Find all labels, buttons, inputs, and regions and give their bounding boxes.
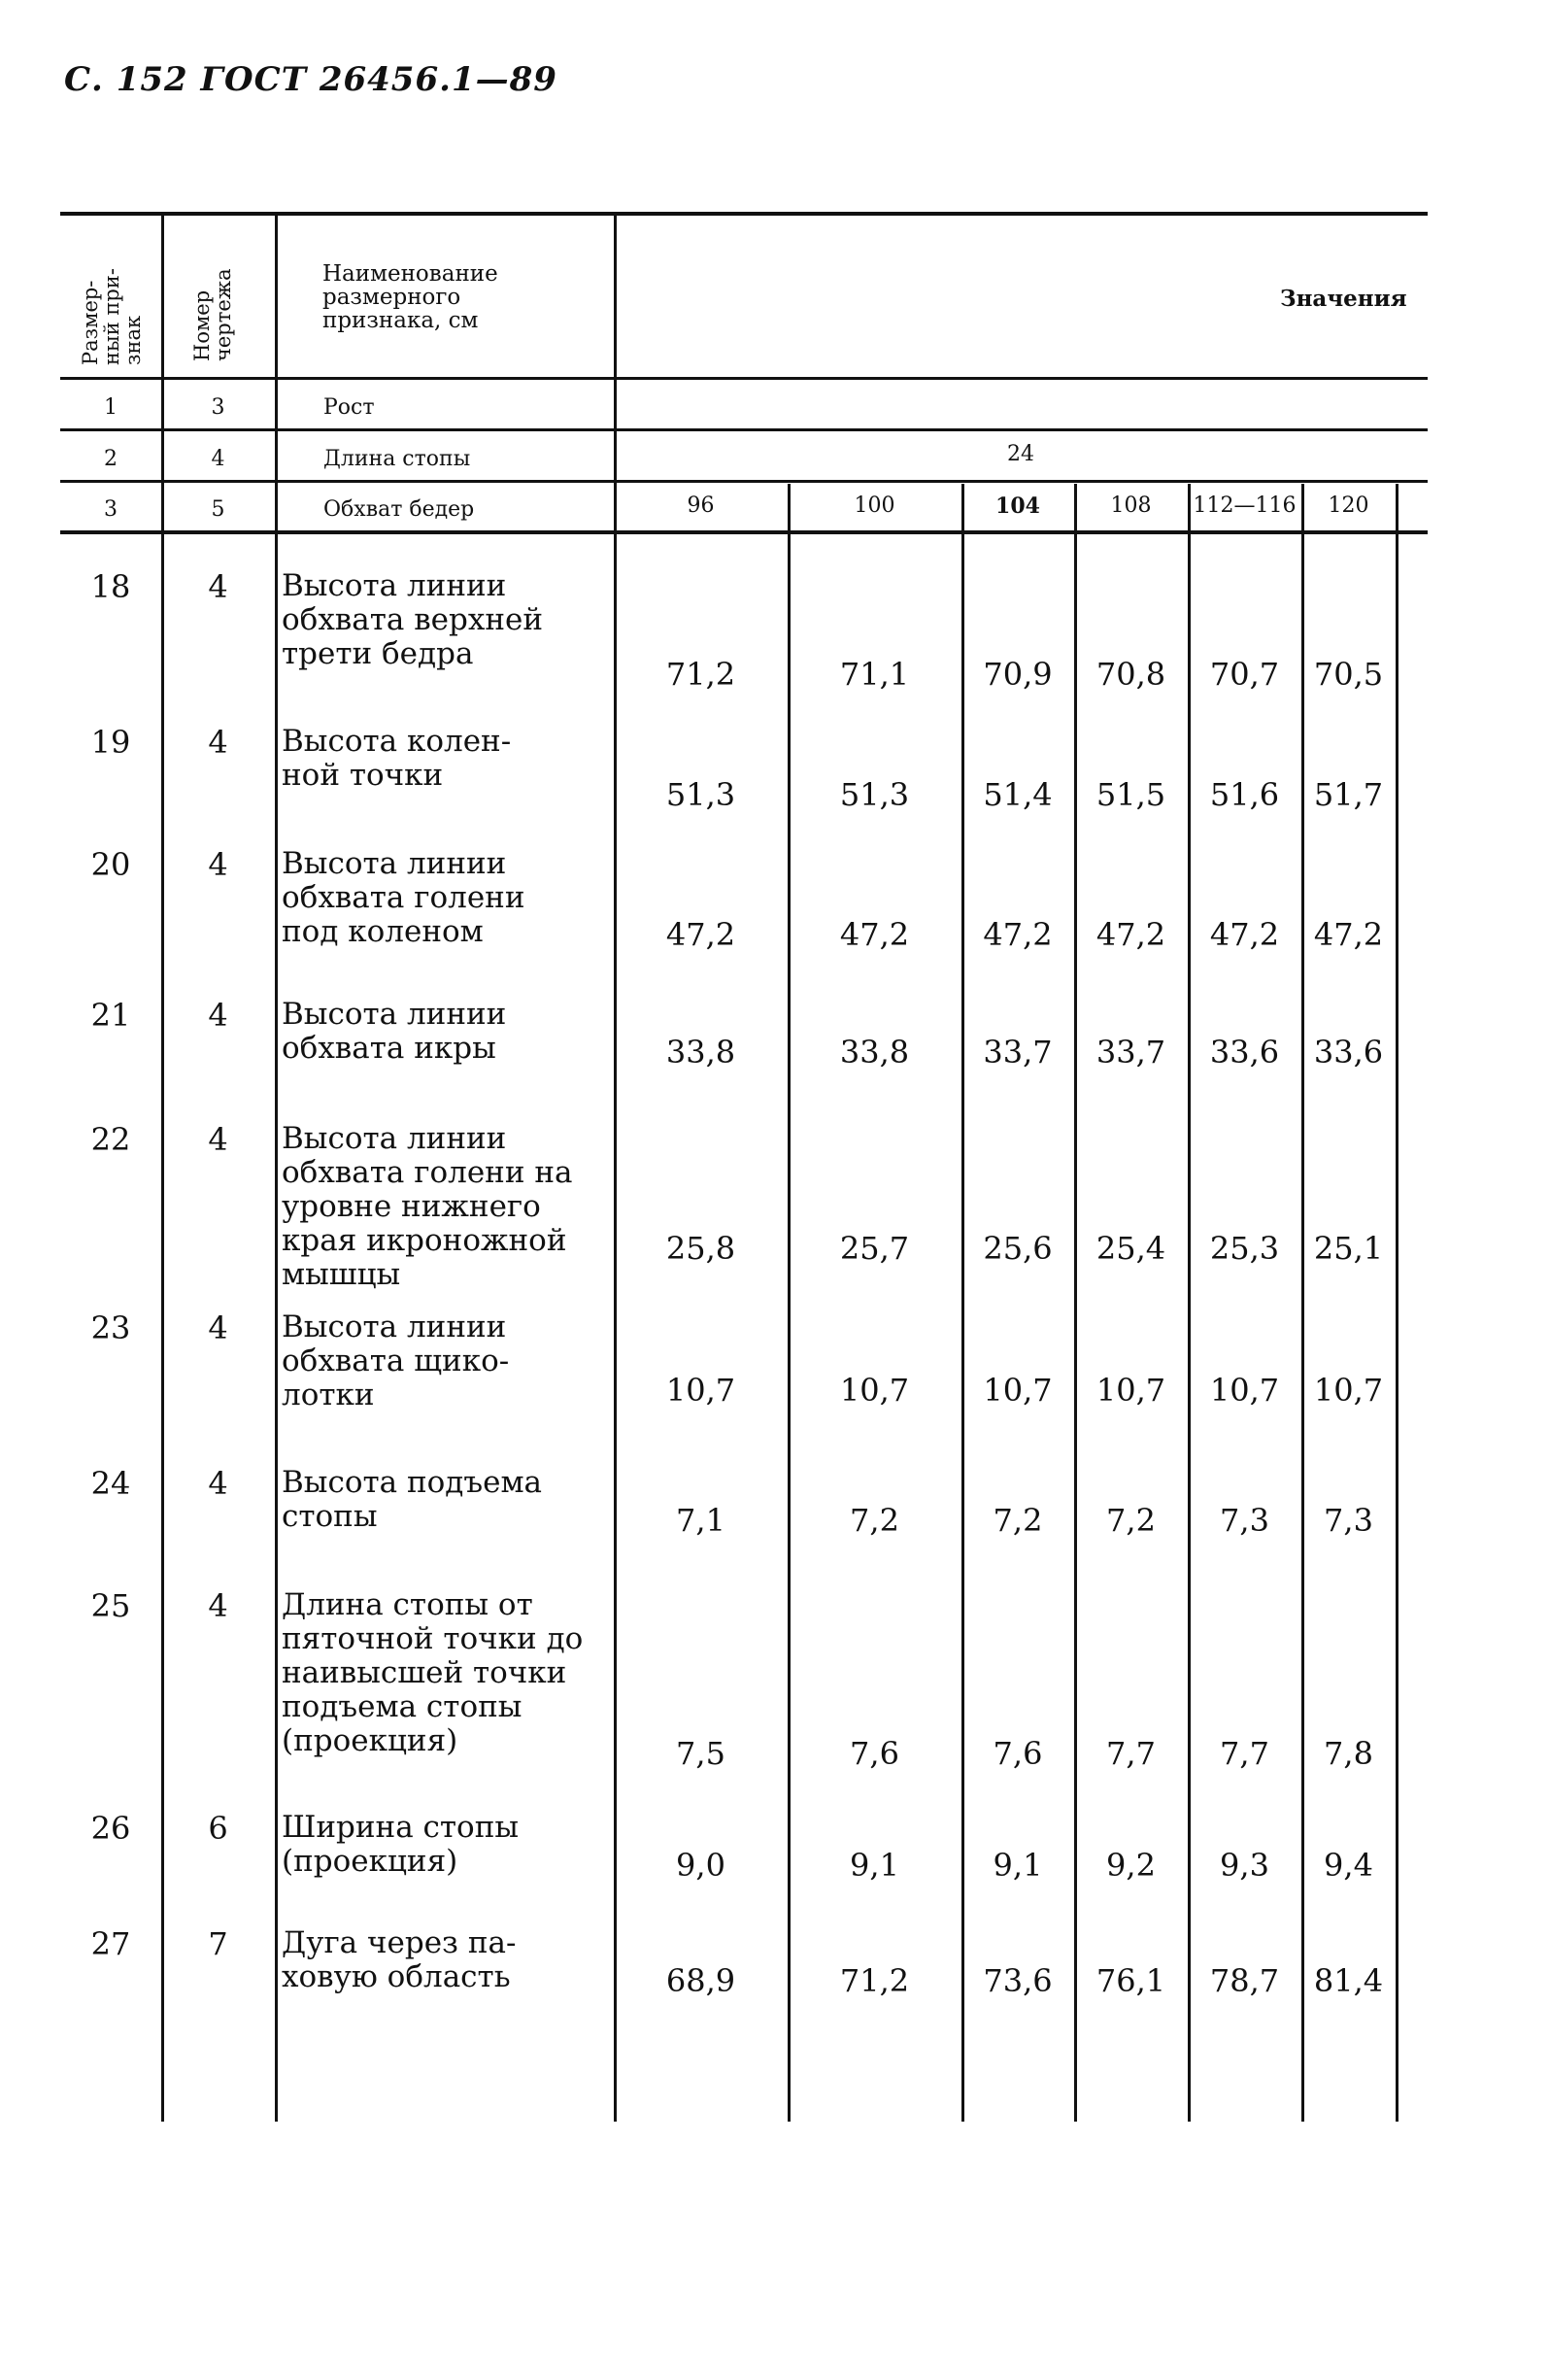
row-value: 7,3 — [1324, 1502, 1373, 1539]
row-value: 33,6 — [1313, 1034, 1384, 1071]
row-value: 9,2 — [1106, 1847, 1156, 1884]
girth-col-header: 120 — [1328, 493, 1369, 518]
header-bottom-rule — [60, 530, 1428, 534]
col-divider — [275, 212, 278, 2122]
row-value: 7,2 — [850, 1502, 899, 1539]
row-value: 7,6 — [993, 1735, 1043, 1772]
row-value: 10,7 — [983, 1372, 1053, 1409]
row-value: 51,3 — [665, 776, 736, 813]
row-value: 47,2 — [1209, 916, 1280, 953]
row-value: 33,7 — [1095, 1034, 1166, 1071]
row-value: 25,7 — [839, 1230, 910, 1267]
fixed-row-name: Рост — [323, 395, 375, 420]
row-drawing: 7 — [208, 1925, 228, 1962]
row-drawing: 4 — [208, 1309, 228, 1346]
fixed-row-name: Обхват бедер — [323, 497, 475, 522]
row-value: 10,7 — [665, 1372, 736, 1409]
row-value: 10,7 — [839, 1372, 910, 1409]
row-name: Высота линии обхвата икры — [282, 997, 507, 1066]
row-num: 22 — [90, 1121, 131, 1158]
row-num: 24 — [90, 1465, 131, 1502]
row-drawing: 4 — [208, 568, 228, 605]
col-header-size-attr: Размер- ный при- знак — [79, 268, 146, 365]
row-value: 70,7 — [1209, 656, 1280, 693]
row-name: Высота линии обхвата верхней трети бедра — [282, 568, 544, 671]
fixed-row-num: 2 — [104, 447, 118, 471]
row-value: 7,5 — [676, 1735, 725, 1772]
row-num: 18 — [90, 568, 131, 605]
row-value: 71,1 — [839, 656, 910, 693]
girth-col-header: 96 — [687, 493, 715, 518]
row-value: 73,6 — [983, 1962, 1053, 1999]
row-value: 47,2 — [1095, 916, 1166, 953]
col-divider — [1396, 484, 1398, 2122]
row-value: 25,6 — [983, 1230, 1053, 1267]
row-drawing: 6 — [208, 1810, 228, 1847]
row-value: 7,2 — [1106, 1502, 1156, 1539]
row-value: 76,1 — [1095, 1962, 1166, 1999]
row-value: 47,2 — [1313, 916, 1384, 953]
col-header-drawing: Номер чертежа — [190, 268, 236, 361]
row-drawing: 4 — [208, 997, 228, 1034]
row-value: 70,9 — [983, 656, 1053, 693]
fixed-row-drawing: 4 — [211, 447, 225, 471]
row-value: 9,3 — [1220, 1847, 1269, 1884]
row-num: 25 — [90, 1587, 131, 1624]
row-num: 21 — [90, 997, 131, 1034]
page-header: С. 152 ГОСТ 26456.1—89 — [64, 60, 557, 99]
row-drawing: 4 — [208, 846, 228, 883]
row-value: 70,8 — [1095, 656, 1166, 693]
row-name: Дуга через па- ховую область — [282, 1925, 517, 1994]
row-name: Высота линии обхвата голени под коленом — [282, 846, 525, 949]
row-value: 51,5 — [1095, 776, 1166, 813]
row-value: 7,3 — [1220, 1502, 1269, 1539]
row-value: 7,7 — [1106, 1735, 1156, 1772]
row-name: Высота колен- ной точки — [282, 724, 512, 793]
row-value: 9,1 — [850, 1847, 899, 1884]
table-top-rule — [60, 212, 1428, 216]
row-name: Длина стопы от пяточной точки до наивысшей точки подъема стопы (проекция) — [282, 1587, 584, 1758]
row-num: 19 — [90, 724, 131, 761]
row-value: 68,9 — [665, 1962, 736, 1999]
row-value: 10,7 — [1095, 1372, 1166, 1409]
row-value: 51,4 — [983, 776, 1053, 813]
girth-col-header: 100 — [854, 493, 895, 518]
fixed-row-num: 3 — [104, 497, 118, 522]
row-value: 7,6 — [850, 1735, 899, 1772]
row-value: 33,7 — [983, 1034, 1053, 1071]
row-value: 9,0 — [676, 1847, 725, 1884]
girth-col-header: 104 — [995, 493, 1040, 519]
row-num: 27 — [90, 1925, 131, 1962]
girth-col-header: 112—116 — [1193, 493, 1297, 518]
row-num: 26 — [90, 1810, 131, 1847]
row-value: 70,5 — [1313, 656, 1384, 693]
row-name: Ширина стопы (проекция) — [282, 1810, 520, 1879]
row-value: 47,2 — [665, 916, 736, 953]
row-value: 9,1 — [993, 1847, 1043, 1884]
row-name: Высота линии обхвата щико- лотки — [282, 1309, 510, 1412]
row-drawing: 4 — [208, 724, 228, 761]
row-value: 7,8 — [1324, 1735, 1373, 1772]
row-name: Высота подъема стопы — [282, 1465, 543, 1534]
row-name: Высота линии обхвата голени на уровне нижнего края икроножной мышцы — [282, 1121, 573, 1292]
row-value: 7,1 — [676, 1502, 725, 1539]
row-value: 33,8 — [839, 1034, 910, 1071]
row-drawing: 4 — [208, 1121, 228, 1158]
row-value: 47,2 — [839, 916, 910, 953]
girth-col-header: 108 — [1110, 493, 1152, 518]
col-header-name: Наименование размерного признака, см — [322, 261, 498, 334]
row-value: 9,4 — [1324, 1847, 1373, 1884]
row-value: 33,8 — [665, 1034, 736, 1071]
row-value: 7,2 — [993, 1502, 1043, 1539]
row-value: 47,2 — [983, 916, 1053, 953]
row-value: 71,2 — [665, 656, 736, 693]
row-value: 25,8 — [665, 1230, 736, 1267]
row-value: 51,6 — [1209, 776, 1280, 813]
row-value: 7,7 — [1220, 1735, 1269, 1772]
row-value: 10,7 — [1209, 1372, 1280, 1409]
row-num: 23 — [90, 1309, 131, 1346]
row-value: 33,6 — [1209, 1034, 1280, 1071]
rule — [60, 428, 1428, 431]
rule — [60, 377, 1428, 380]
row-drawing: 4 — [208, 1587, 228, 1624]
rule — [60, 480, 1428, 483]
row-value: 78,7 — [1209, 1962, 1280, 1999]
fixed-row-value: 24 — [1007, 442, 1034, 466]
row-value: 25,4 — [1095, 1230, 1166, 1267]
col-header-values: Значения — [1280, 286, 1407, 312]
row-value: 10,7 — [1313, 1372, 1384, 1409]
fixed-row-drawing: 3 — [211, 395, 225, 420]
fixed-row-num: 1 — [104, 395, 118, 420]
fixed-row-name: Длина стопы — [323, 447, 471, 471]
row-value: 51,7 — [1313, 776, 1384, 813]
row-value: 81,4 — [1313, 1962, 1384, 1999]
row-value: 51,3 — [839, 776, 910, 813]
fixed-row-drawing: 5 — [211, 497, 225, 522]
row-value: 71,2 — [839, 1962, 910, 1999]
row-drawing: 4 — [208, 1465, 228, 1502]
row-value: 25,1 — [1313, 1230, 1384, 1267]
row-num: 20 — [90, 846, 131, 883]
row-value: 25,3 — [1209, 1230, 1280, 1267]
